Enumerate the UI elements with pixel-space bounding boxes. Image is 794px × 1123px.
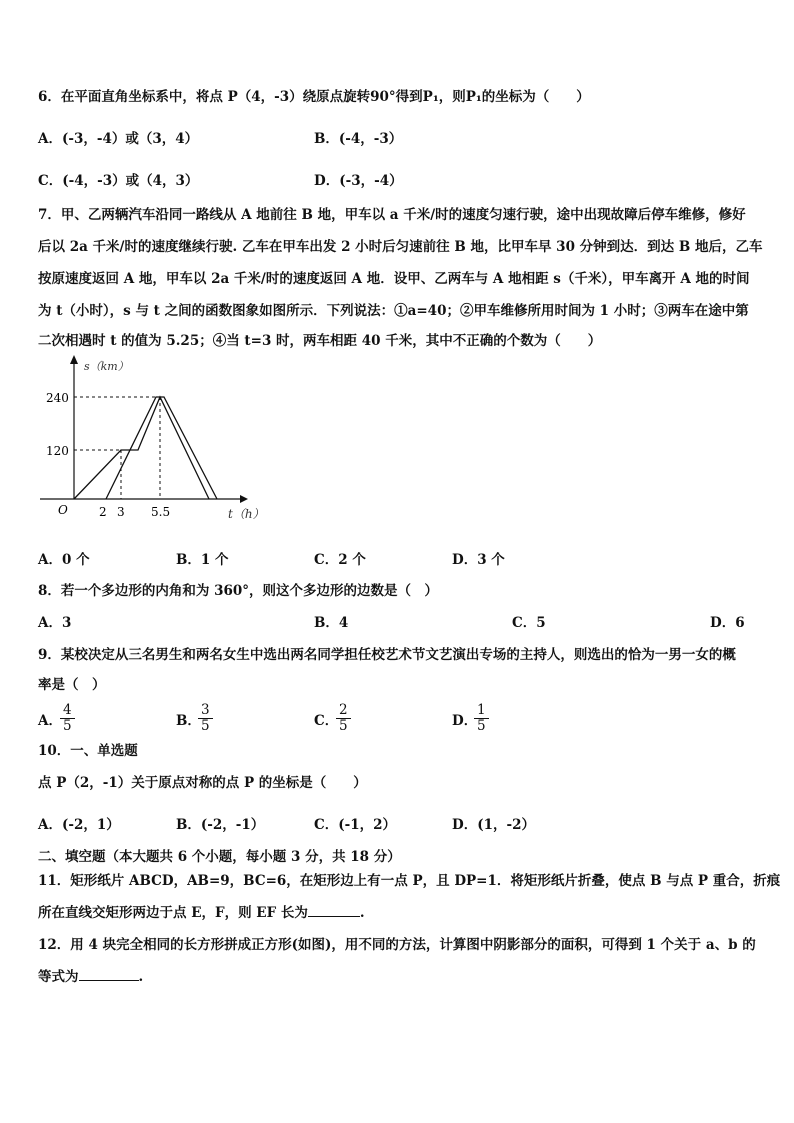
vehicle-yi-line bbox=[106, 397, 217, 499]
q10-heading: 10．一、单选题 bbox=[38, 743, 138, 759]
q11-answer-blank[interactable] bbox=[308, 904, 360, 917]
q9-b-numerator: 3 bbox=[201, 702, 210, 718]
q9-d-denominator: 5 bbox=[474, 718, 489, 734]
q7-distance-time-graph bbox=[36, 350, 276, 530]
q8-option-d: D．6 bbox=[710, 615, 745, 631]
q9-a-numerator: 4 bbox=[63, 702, 72, 718]
q12-line-2-wrapper bbox=[38, 968, 143, 986]
q8-option-a: A．3 bbox=[38, 615, 72, 631]
q11-line-2-end: . bbox=[359, 905, 365, 921]
q11-line-2: 所在直线交矩形两边于点 E，F，则 EF 长为 bbox=[38, 905, 308, 921]
q9-b-denominator: 5 bbox=[198, 718, 213, 734]
xtick-3: 3 bbox=[117, 505, 125, 519]
q6-option-c: C．(-4，-3）或（4，3） bbox=[38, 173, 199, 189]
q9-line-2: 率是（ ） bbox=[38, 677, 106, 693]
origin-label: O bbox=[58, 503, 68, 517]
q8-option-c: C．5 bbox=[512, 615, 546, 631]
q11-line-1: 11．矩形纸片 ABCD，AB=9，BC=6，在矩形边上有一点 P，且 DP=1．将矩形纸片折叠，使点 B 与点 P 重合，折痕 bbox=[38, 873, 781, 889]
q9-option-c-label: C． bbox=[314, 713, 339, 729]
q7-line-2: 后以 2a 千米/时的速度继续行驶. 乙车在甲车出发 2 小时后匀速前往 B 地，比甲车早 30 分钟到达．到达 B 地后，乙车 bbox=[38, 239, 763, 255]
q7-option-d: D．3 个 bbox=[452, 552, 505, 568]
q8-option-b: B．4 bbox=[314, 615, 349, 631]
q9-option-b-label: B． bbox=[176, 713, 201, 729]
vehicle-jia-line bbox=[74, 397, 209, 499]
q9-a-denominator: 5 bbox=[60, 718, 75, 734]
q10-stem: 点 P（2，-1）关于原点对称的点 P 的坐标是（ ） bbox=[38, 775, 367, 791]
q6-stem: 6．在平面直角坐标系中，将点 P（4，-3）绕原点旋转90°得到P₁，则P₁的坐标为（ ） bbox=[38, 89, 590, 105]
q12-answer-blank[interactable] bbox=[79, 968, 139, 981]
q7-line-5: 二次相遇时 t 的值为 5.25；④当 t=3 时，两车相距 40 千米，其中不正确的个数为（ ） bbox=[38, 333, 602, 349]
q9-option-a-label: A． bbox=[38, 713, 62, 729]
q9-c-denominator: 5 bbox=[336, 718, 351, 734]
x-axis-label: t（h） bbox=[228, 507, 265, 521]
q7-option-a: A．0 个 bbox=[38, 552, 90, 568]
q6-option-b: B．(-4，-3） bbox=[314, 131, 403, 147]
q7-line-3: 按原速度返回 A 地，甲车以 2a 千米/时的速度返回 A 地．设甲、乙两车与 A 地相距 s（千米），甲车离开 A 地的时间 bbox=[38, 271, 750, 287]
q9-option-d-fraction bbox=[474, 703, 489, 734]
x-axis-arrow bbox=[240, 495, 248, 503]
q6-option-d: D．(-3，-4） bbox=[314, 173, 403, 189]
q12-line-1: 12．用 4 块完全相同的长方形拼成正方形(如图)，用不同的方法，计算图中阴影部分的面积，可得到 1 个关于 a、b 的 bbox=[38, 937, 756, 953]
q11-line-2-wrapper bbox=[38, 904, 365, 922]
q12-line-2: 等式为 bbox=[38, 969, 79, 985]
q10-option-a: A．(-2，1） bbox=[38, 817, 120, 833]
q10-option-c: C．(-1，2） bbox=[314, 817, 397, 833]
q12-line-2-end: . bbox=[138, 969, 144, 985]
q9-c-numerator: 2 bbox=[339, 702, 348, 718]
xtick-2: 2 bbox=[99, 505, 107, 519]
q9-option-b-fraction bbox=[198, 703, 213, 734]
q8-stem: 8．若一个多边形的内角和为 360°，则这个多边形的边数是（ ） bbox=[38, 583, 439, 599]
q7-line-4: 为 t（小时），s 与 t 之间的函数图象如图所示．下列说法：①a=40；②甲车维修所用时间为 1 小时；③两车在途中第 bbox=[38, 303, 749, 319]
y-axis-label: s（km） bbox=[84, 360, 129, 373]
q9-line-1: 9．某校决定从三名男生和两名女生中选出两名同学担任校艺术节文艺演出专场的主持人，则选出的恰为一男一女的概 bbox=[38, 647, 736, 663]
q9-option-a-fraction bbox=[60, 703, 75, 734]
q10-option-b: B．(-2，-1） bbox=[176, 817, 265, 833]
xtick-5.5: 5.5 bbox=[151, 505, 171, 519]
ytick-240: 240 bbox=[46, 391, 69, 405]
q9-d-numerator: 1 bbox=[477, 702, 486, 718]
q7-option-c: C．2 个 bbox=[314, 552, 366, 568]
q7-line-1: 7．甲、乙两辆汽车沿同一路线从 A 地前往 B 地，甲车以 a 千米/时的速度匀速行驶，途中出现故障后停车维修，修好 bbox=[38, 207, 746, 223]
q9-option-d-label: D． bbox=[452, 713, 478, 729]
section-fill-in-heading: 二、填空题（本大题共 6 个小题，每小题 3 分，共 18 分） bbox=[38, 849, 401, 865]
y-axis-arrow bbox=[70, 355, 78, 364]
q9-option-c-fraction bbox=[336, 703, 351, 734]
q6-option-a: A．(-3，-4）或（3，4） bbox=[38, 131, 199, 147]
ytick-120: 120 bbox=[46, 444, 69, 458]
q10-option-d: D．(1，-2） bbox=[452, 817, 535, 833]
q7-option-b: B．1 个 bbox=[176, 552, 229, 568]
